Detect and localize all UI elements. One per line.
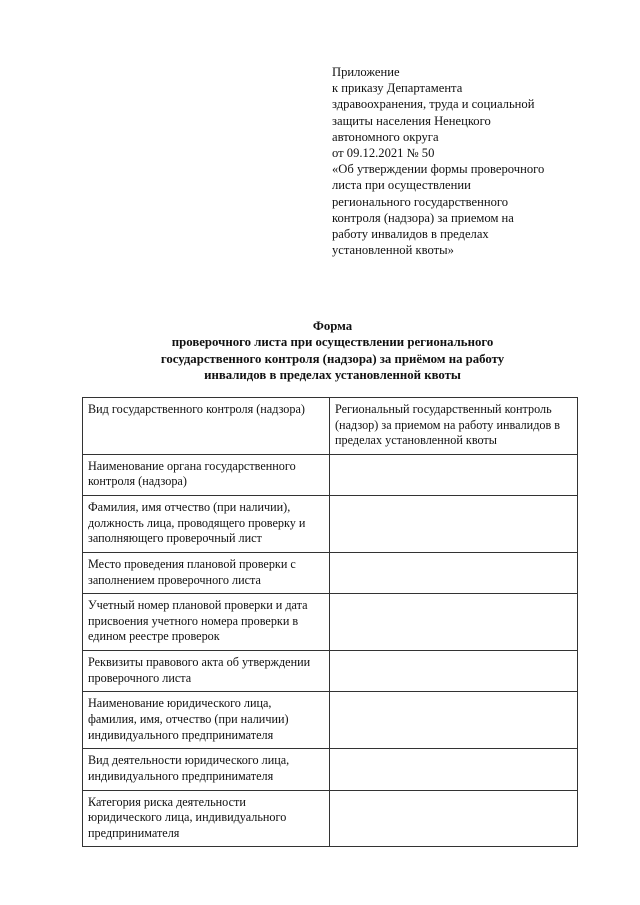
table-row [83,790,578,847]
appendix-line: Приложение [332,65,400,79]
cell-text-line: присвоения учетного номера проверки в [88,613,299,628]
table-row [83,495,578,552]
row-label-cell [83,594,330,651]
row-label-cell [83,692,330,749]
row-value-cell[interactable] [330,454,578,495]
cell-text-line: Наименование органа государственного [88,458,296,473]
cell-text-line: предпринимателя [88,825,180,840]
table-row [83,749,578,790]
cell-text-line: Вид деятельности юридического лица, [88,753,290,768]
table-row [83,454,578,495]
form-title-line: Форма [312,319,353,333]
row-value-cell[interactable] [330,749,578,790]
cell-text-line: заполнением проверочного листа [88,572,261,587]
appendix-line: к приказу Департамента [332,81,463,96]
cell-text-line: должность лица, проводящего проверку и [88,515,306,530]
row-value-cell [330,398,578,455]
cell-text-line: фамилия, имя, отчество (при наличии) [88,711,289,726]
cell-text-line: индивидуального предпринимателя [88,768,274,783]
row-value-cell[interactable] [330,552,578,593]
row-label-cell [83,749,330,790]
row-value-cell[interactable] [330,594,578,651]
appendix-line: контроля (надзора) за приемом на [332,210,514,225]
row-value-cell[interactable] [330,651,578,692]
row-value-cell[interactable] [330,692,578,749]
cell-text-line: (надзор) за приемом на работу инвалидов в [335,417,561,432]
checklist-table [82,397,578,847]
row-label-cell [83,790,330,847]
row-value-cell[interactable] [330,495,578,552]
cell-text-line: Место проведения плановой проверки с [88,556,296,571]
row-label-cell [83,398,330,455]
row-label-cell [83,552,330,593]
cell-text-line: Реквизиты правового акта об утверждении [88,655,311,670]
cell-text-line: индивидуального предпринимателя [88,727,274,742]
cell-text-line: проверочного листа [88,670,192,685]
appendix-line: здравоохранения, труда и социальной [332,97,535,112]
appendix-line: автономного округа [332,129,439,144]
row-value-cell[interactable] [330,790,578,847]
cell-text-line: едином реестре проверок [88,629,220,644]
form-title-line: инвалидов в пределах установленной квоты [204,368,461,383]
cell-text-line: юридического лица, индивидуального [88,810,287,825]
form-title [80,318,585,384]
appendix-line: работу инвалидов в пределах [332,227,489,242]
appendix-line: от 09.12.2021 № 50 [332,146,435,161]
row-label-cell [83,651,330,692]
appendix-line: «Об утверждении формы проверочного [332,162,545,177]
appendix-line: регионального государственного [332,194,509,209]
cell-text-line: Вид государственного контроля (надзора) [88,402,305,416]
cell-text-line: Фамилия, имя отчество (при наличии), [88,499,291,514]
cell-text-line: Учетный номер плановой проверки и дата [88,598,308,613]
appendix-line: установленной квоты» [332,243,454,258]
appendix-line: защиты населения Ненецкого [332,113,491,128]
cell-text-line: пределах установленной квоты [335,433,497,448]
cell-text-line: Региональный государственный контроль [335,402,552,416]
cell-text-line: Наименование юридического лица, [88,696,272,711]
table-row [83,594,578,651]
table-row [83,552,578,593]
form-title-line: проверочного листа при осуществлении регионального [171,335,494,350]
row-label-cell [83,454,330,495]
appendix-block [332,64,582,258]
cell-text-line: заполняющего проверочный лист [88,531,262,546]
cell-text-line: Категория риска деятельности [88,794,246,809]
appendix-line: листа при осуществлении [332,178,471,193]
cell-text-line: контроля (надзора) [88,474,187,489]
table-row [83,651,578,692]
table-row [83,398,578,455]
table-row [83,692,578,749]
form-title-line: государственного контроля (надзора) за приёмом на работу [160,351,505,366]
row-label-cell [83,495,330,552]
